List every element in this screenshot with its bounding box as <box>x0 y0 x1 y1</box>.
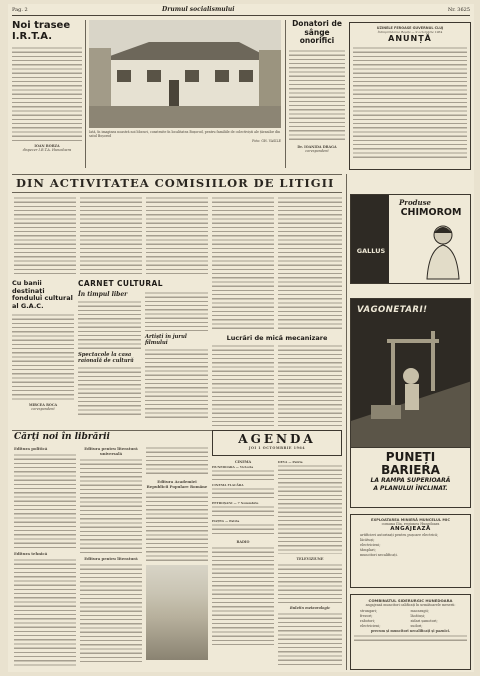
agenda-heading-tv: TELEVIZIUNE <box>296 557 324 561</box>
ad-title: COMBINATUL SIDERURGIC HUNEDOARA <box>368 598 453 603</box>
agenda-heading-cinema: CINEMA <box>234 460 252 464</box>
ad-exploatarea-miniera <box>350 514 471 588</box>
section-title: CARNET CULTURAL <box>78 279 163 288</box>
agenda-heading-weather: Buletin meteorologic <box>289 606 331 610</box>
trade-item: rabotori; <box>360 619 376 623</box>
ad-item: tâmplari; <box>360 548 376 552</box>
ad-woman-illustration <box>417 221 469 281</box>
cinema-listing <box>212 523 274 537</box>
ad-item: electricieni; <box>360 543 381 547</box>
ad-brand: CHIMOROM <box>400 207 462 218</box>
divider <box>12 430 212 431</box>
cinema-entry: CINEMA FLACĂRA <box>212 483 244 487</box>
publisher-heading: Editura politică <box>14 446 48 451</box>
photo-blocks <box>89 20 281 128</box>
byline-role: corespondent <box>305 148 329 153</box>
ad-line: BARIERA <box>381 463 440 477</box>
book-list <box>14 558 76 668</box>
agenda-col-2 <box>278 460 342 672</box>
cinema-entry: DEVA — Patria <box>278 460 303 464</box>
article-body <box>145 348 208 418</box>
publisher-heading: Editura Academiei Republicii Populare Române <box>146 479 208 489</box>
tv-listing <box>278 563 342 603</box>
article-noi-trasee <box>12 20 82 170</box>
cinema-listing <box>212 487 274 501</box>
agenda-heading-radio: RADIO <box>236 540 250 544</box>
announcement-body <box>353 46 467 158</box>
ad-headline: VAGONETARI! <box>357 305 428 315</box>
column-text <box>278 344 342 426</box>
trade-item: zidari șamotori; <box>410 619 438 623</box>
article-body <box>78 366 141 416</box>
divider <box>285 20 286 168</box>
ad-item: lăcătuși; <box>360 538 375 542</box>
byline: MIRCEA ROCA <box>28 403 58 407</box>
ad-chimorom <box>350 194 471 284</box>
divider <box>12 174 342 175</box>
byline-role: dispecer I.R.T.A. Hunedoara <box>22 148 72 152</box>
weather-text <box>278 612 342 667</box>
divider <box>346 174 347 670</box>
byline: Dr. IOANIDA DRAGA <box>297 144 337 149</box>
agenda-banner <box>212 430 342 456</box>
page-number: Pag. 2 <box>12 7 28 13</box>
photo-credit: Foto: GH. VASILE <box>252 139 281 143</box>
column-text <box>80 196 142 276</box>
ad-body <box>354 634 467 643</box>
mine-illustration <box>351 321 471 448</box>
publisher-heading: Editura pentru literatură universală <box>84 446 138 456</box>
photo-caption: Iată, în imaginea noastră noi blocuri, construite în localitatea Boșorod, pentru familiile de colectiviști ale țăranilor din satul Boșorod <box>89 130 281 138</box>
books-column-3 <box>146 446 208 671</box>
agenda-col-1 <box>212 460 274 672</box>
article-body <box>145 291 208 331</box>
book-list <box>14 453 76 548</box>
article-body <box>12 46 82 142</box>
announcement-sub: Întreprinderea Reșița — 9 octombrie 1964 <box>377 30 443 34</box>
ad-subtitle: angajează muncitori calificați în următoarele meserii: <box>365 603 456 607</box>
article-cu-banii <box>12 280 74 425</box>
divider <box>12 192 342 193</box>
subheading: Artiști în jurul filmului <box>145 333 187 346</box>
cinema-entry: HUNEDOARA — Victoria <box>212 465 254 469</box>
ad-small-text: Produse <box>399 198 431 207</box>
ad-line: PUNEȚI <box>385 450 436 464</box>
ad-vagonetari <box>350 298 471 448</box>
agenda-title: AGENDA <box>238 432 316 446</box>
issue-number: Nr. 3625 <box>447 7 470 13</box>
book-list <box>80 458 142 553</box>
byline-role: corespondent <box>31 407 55 411</box>
divider <box>85 20 86 168</box>
article-title: Cu banii destinați fondului cultural al G.A.C. <box>12 279 73 310</box>
ad-item: artificieri autorizați pentru pușcare electrică; <box>360 533 439 537</box>
subheading: Spectacole la casa raională de cultură <box>78 351 134 364</box>
ad-footer: precum și muncitori necalificați și paznici. <box>370 629 451 633</box>
book-list <box>146 491 208 561</box>
radio-listing <box>212 546 274 646</box>
books-column-1 <box>14 446 76 671</box>
ad-heading: ANGAJEAZĂ <box>390 526 431 532</box>
article-title: Donatori de sânge onorifici <box>292 19 342 45</box>
book-list <box>146 446 208 476</box>
subheading: În timpul liber <box>78 290 128 298</box>
ad-combinat-siderurgic <box>350 594 471 670</box>
books-column-2 <box>80 446 142 671</box>
column-text <box>212 196 274 331</box>
trade-item: frezori; <box>360 614 373 618</box>
announcement-org: UZINELE FEROASE GUVERNUL CLUJ <box>376 26 444 30</box>
article-donatori <box>289 20 345 170</box>
article-carnet-cultural <box>78 280 208 430</box>
ad-product: GALLUS <box>356 247 386 255</box>
cinema-entry: HAȚEG — Patria <box>212 519 240 523</box>
newspaper-title: Drumul socialismului <box>162 6 235 13</box>
ad-item: muncitori necalificați. <box>360 553 398 557</box>
announcement-box <box>349 22 471 170</box>
cinema-listing <box>278 464 342 554</box>
main-headline: DIN ACTIVITATEA COMISIILOR DE LITIGII <box>16 176 335 190</box>
ad-line: LA RAMPA SUPERIOARĂ <box>370 477 451 484</box>
newspaper-page <box>8 4 474 672</box>
article-body <box>12 313 74 401</box>
article-body <box>289 49 345 143</box>
book-cover-photo <box>146 565 208 660</box>
agenda-date: JOI 1 OCTOMBRIE 1964 <box>248 446 306 450</box>
column-text <box>14 196 76 276</box>
masthead <box>12 4 470 16</box>
section-title-carti: Cărți noi în librării <box>14 432 110 442</box>
ad-vagonetari-text <box>350 448 471 508</box>
announcement-title: ANUNȚĂ <box>388 34 432 43</box>
column-text <box>212 344 274 426</box>
ad-subtitle: comuna Ilia, regiunea Hunedoara <box>381 522 440 526</box>
trade-item: lăcătuși; <box>410 614 426 618</box>
column-text <box>278 196 342 331</box>
cinema-listing <box>212 505 274 519</box>
byline: IOAN BORZA <box>34 144 60 148</box>
article-body <box>78 300 141 350</box>
ad-dark-panel <box>351 195 389 283</box>
trade-item: strungari; <box>360 609 378 613</box>
photo-illustration <box>89 20 281 128</box>
article-title: Noi trasee <box>12 20 71 31</box>
article-title-lucrari: Lucrări de mică mecanizare <box>226 334 328 342</box>
article-subtitle: I.R.T.A. <box>12 31 53 42</box>
trade-item: electricieni; <box>360 624 381 628</box>
ad-title: EXPLOATAREA MINIERĂ MUNCELUL MIC <box>371 518 450 522</box>
publisher-heading: Editura tehnică <box>14 551 48 556</box>
ad-line: A PLANULUI ÎNCLINAT. <box>373 485 448 492</box>
cinema-entry: PETROȘANI — 7 Noiembrie <box>212 501 259 505</box>
publisher-heading: Editura pentru literatură <box>84 556 138 561</box>
trade-item: macaragii; <box>410 609 429 613</box>
column-text <box>146 196 208 276</box>
cinema-listing <box>212 469 274 483</box>
book-list <box>80 563 142 663</box>
trade-item: sudori; <box>410 624 423 628</box>
